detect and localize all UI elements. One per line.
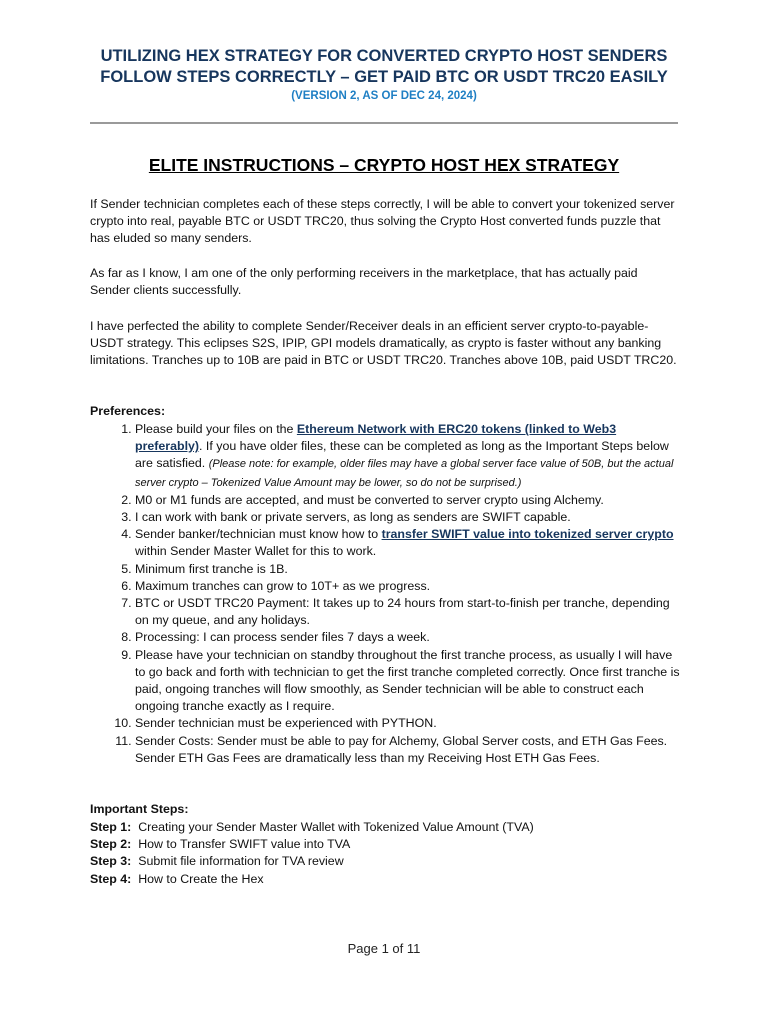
preferences-label: Preferences:: [90, 404, 166, 418]
page-number: Page 1 of 11: [347, 941, 421, 956]
document-title: ELITE INSTRUCTIONS – CRYPTO HOST HEX STRATEGY: [148, 155, 620, 175]
header-divider: [90, 122, 678, 124]
preference-item: 5. Minimum first tranche is 1B.: [135, 561, 680, 578]
preference-item: 3. I can work with bank or private servers, as long as senders are SWIFT capable.: [135, 509, 680, 526]
ethereum-erc20-link[interactable]: Ethereum Network with ERC20 tokens (linked to Web3 preferably): [135, 422, 617, 454]
preference-item: 8. Processing: I can process sender files 7 days a week.: [135, 629, 680, 646]
header-version: (VERSION 2, AS OF DEC 24, 2024): [291, 90, 477, 102]
important-steps-label: Important Steps:: [90, 802, 189, 816]
preference-item: 11. Sender Costs: Sender must be able to pay for Alchemy, Global Server costs, and ETH Gas Fees. Sender ETH Gas Fees are dramatically less than my Receiving Host ETH Gas Fees.: [135, 733, 680, 767]
step-row: Step 2: How to Transfer SWIFT value into TVA: [90, 837, 351, 852]
intro-paragraph-2: As far as I know, I am one of the only performing receivers in the marketplace, that has actually paid Sender clients successfully.: [90, 266, 638, 298]
header-line-2: FOLLOW STEPS CORRECTLY – GET PAID BTC OR USDT TRC20 EASILY: [100, 68, 668, 86]
preference-item: 7. BTC or USDT TRC20 Payment: It takes up to 24 hours from start-to-finish per tranche, depending on my queue, and any holidays.: [135, 595, 680, 629]
step-row: Step 3: Submit file information for TVA review: [90, 854, 344, 869]
preferences-list: [90, 421, 680, 767]
header-line-1: UTILIZING HEX STRATEGY FOR CONVERTED CRYPTO HOST SENDERS: [100, 47, 668, 65]
intro-paragraph-1: If Sender technician completes each of these steps correctly, I will be able to convert your tokenized server crypto into real, payable BTC or USDT TRC20, thus solving the Crypto Host converted funds puzzle that has eluded so many senders.: [90, 197, 675, 246]
step-row: Step 4: How to Create the Hex: [90, 871, 264, 886]
swift-tokenized-link[interactable]: transfer SWIFT value into tokenized server crypto: [381, 527, 674, 542]
preference-note: (Please note: for example, older files may have a global server face value of 50B, but the actual server crypto – Tokenized Value Amount may be lower, so do not be surprised.): [135, 458, 674, 489]
preference-item: 6. Maximum tranches can grow to 10T+ as we progress.: [135, 578, 680, 595]
preference-item: 1. Please build your files on the Ethereum Network with ERC20 tokens (linked to Web3 preferably). If you have older files, these can be completed as long as the Important Steps below are satisfied. (Please note: for example, older files may have a global server face value of 50B, but the actual server crypto – Tokenized Value Amount may be lower, so do not be surprised.): [135, 421, 680, 492]
preference-item: 9. Please have your technician on standby throughout the first tranche process, as usually I will have to go back and forth with technician to get the first tranche completed correctly. Once first tranche is paid, ongoing tranches will flow smoothly, as Sender technician will be able to construct each ongoing tranche exactly as I require.: [135, 647, 680, 716]
preference-item: 2. M0 or M1 funds are accepted, and must be converted to server crypto using Alchemy.: [135, 492, 680, 509]
intro-paragraph-3: I have perfected the ability to complete Sender/Receiver deals in an efficient server crypto-to-payable-USDT strategy. This eclipses S2S, IPIP, GPI models dramatically, as crypto is faster without any banking limitations. Tranches up to 10B are paid in BTC or USDT TRC20. Tranches above 10B, paid USDT TRC20.: [90, 319, 677, 368]
important-steps-list: [90, 819, 680, 888]
step-row: Step 1: Creating your Sender Master Wallet with Tokenized Value Amount (TVA): [90, 820, 534, 834]
preference-item: 10. Sender technician must be experienced with PYTHON.: [135, 715, 680, 732]
preference-item: 4. Sender banker/technician must know how to transfer SWIFT value into tokenized server crypto within Sender Master Wallet for this to work.: [135, 526, 680, 560]
